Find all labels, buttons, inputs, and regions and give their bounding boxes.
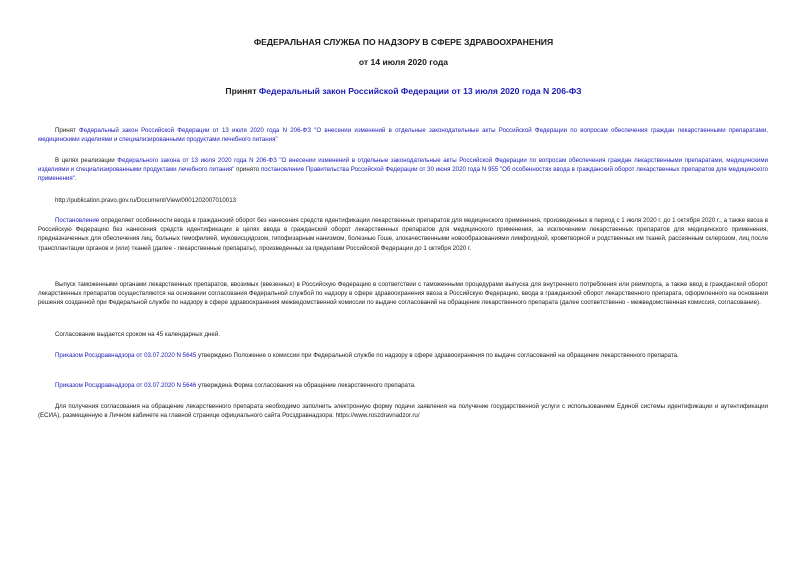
p2-suffix: . bbox=[74, 175, 77, 183]
paragraph-approval-term: Согласование выдается сроком на 45 календарных дней. bbox=[55, 331, 220, 338]
paragraph-publication-url: http://publication.pravo.gov.ru/Document/View/0001202007010013 bbox=[55, 197, 237, 204]
paragraph-resolution-scope bbox=[38, 216, 768, 253]
p4-resolution-link[interactable]: Постановление bbox=[55, 217, 100, 224]
p7-text: утверждено Положение о комиссии при Федеральной службе по надзору в сфере здравоохранения по выдаче согласований на обращение лекарственного препарата. bbox=[196, 352, 679, 359]
federal-law-link[interactable]: Федеральный закон Российской Федерации от 13 июля 2020 года N 206-ФЗ bbox=[258, 86, 582, 96]
order-5645-link[interactable]: Приказом Росздравнадзора от 03.07.2020 N 5645 bbox=[55, 352, 197, 359]
agency-title: ФЕДЕРАЛЬНАЯ СЛУЖБА ПО НАДЗОРУ В СФЕРЕ ЗДРАВООХРАНЕНИЯ bbox=[253, 37, 554, 47]
p2-prefix: В целях реализации bbox=[55, 157, 118, 164]
p1-law-link[interactable]: Федеральный закон Российской Федерации от 13 июля 2020 года N 206-ФЗ "О внесении изменений в отдельные законодательные акты Российской Федерации по вопросам обеспечения граждан лекарственными препаратами, медицинскими изделиями и специализированными продуктами лечебного питания" bbox=[38, 127, 768, 144]
paragraph-customs-release: Выпуск таможенными органами лекарственных препаратов, ввозимых (ввезенных) в Российскую Федерацию в соответствии с таможенными процедурами выпуска для внутреннего потребления или реимпорта, а также ввод в гражданский оборот лекарственных препаратов осуществляются на основании согласования Федеральной службой по надзору в сфере здравоохранения ввоза в Российскую Федерацию, ввода в гражданский оборот лекарственного препарата, оформленного на основании решения созданной при Федеральной службе по надзору в сфере здравоохранения межведомственной комиссии по выдаче согласований на обращение лекарственного препарата (далее соответственно - межведомственная комиссия, согласование). bbox=[38, 281, 768, 307]
p4-text: определяет особенности ввода в гражданский оборот без нанесения средств идентификации лекарственных препаратов для медицинского применения, произведенных в период с 1 июля 2020 г. до 1 октября 2020 г., а также ввоза в Российскую Федерацию без нанесения средств идентификации в целях ввода в гражданский оборот лекарственных препаратов для медицинского применения, за исключением лекарственных препаратов для медицинского применения, предназначенных для обеспечения лиц, больных гемофилией, муковисцидозом, гипофизарным нанизмом, болезнью Гоше, злокачественными новообразованиями лимфоидной, кроветворной и родственных им тканей, рассеянным склерозом, лиц после трансплантации органов и (или) тканей (далее - лекарственные препараты), произведенных за пределами Российской Федерации до 1 октября 2020 г. bbox=[38, 217, 768, 252]
p2-law-link[interactable]: Федерального закона от 13 июля 2020 года N 206-ФЗ "О внесении изменений в отдельные законодательные акты Российской Федерации по вопросам обеспечения граждан лекарственными препаратами, медицинскими изделиями и специализированными продуктами лечебного питания" bbox=[38, 157, 768, 174]
paragraph-law-adopted bbox=[38, 126, 768, 144]
document-subtitle bbox=[0, 86, 807, 96]
document-date: от 14 июля 2020 года bbox=[358, 57, 449, 67]
p8-text: утверждена Форма согласования на обращение лекарственного препарата. bbox=[196, 382, 416, 389]
paragraph-implementation bbox=[38, 156, 768, 184]
p2-resolution-link[interactable]: постановление Правительства Российской Федерации от 30 июня 2020 года N 955 "Об особенностях ввода в гражданский оборот лекарственных препаратов для медицинского применения" bbox=[38, 166, 768, 183]
paragraph-order-5645 bbox=[38, 351, 768, 360]
paragraph-order-5646 bbox=[38, 381, 768, 390]
p1-prefix: Принят bbox=[55, 127, 80, 134]
p2-middle: принято bbox=[234, 166, 261, 174]
subtitle-prefix: Принят bbox=[225, 86, 259, 96]
order-5646-link[interactable]: Приказом Росздравнадзора от 03.07.2020 N 5646 bbox=[55, 382, 197, 389]
paragraph-application: Для получения согласования на обращение лекарственного препарата необходимо заполнить электронную форму подачи заявления на получение государственной услуги с использованием Единой системы идентификации и аутентификации (ЕСИА), размещенную в Личном кабинете на главной странице официального сайта Росздравнадзора: https://www.roszdravnadzor.ru/ bbox=[38, 403, 768, 420]
